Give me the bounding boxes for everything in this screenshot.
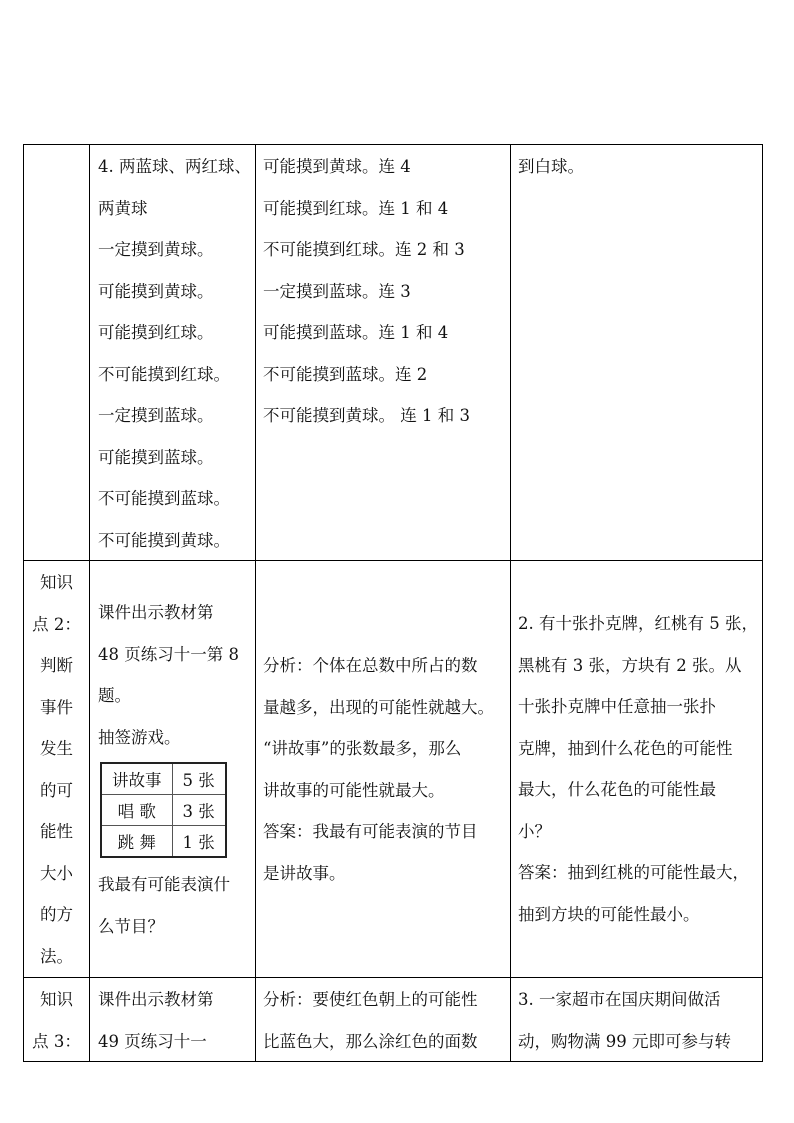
text-line: 可能摸到红球。连 1 和 4: [263, 198, 449, 218]
text-line: 能性: [40, 822, 73, 841]
text-line: 法。: [40, 946, 73, 966]
row2-col4-cell: [518, 603, 761, 935]
text-line: 一定摸到蓝球。: [98, 406, 214, 425]
text-line: 可能摸到红球。: [98, 323, 214, 342]
row3-col4-cell: [518, 979, 761, 1062]
row3-col3-cell: [263, 979, 509, 1062]
text-line: 可能摸到蓝球。连 1 和 4: [263, 323, 449, 342]
text-line: 的方: [40, 905, 73, 924]
text-line: 大小: [40, 863, 73, 883]
text-line: 我最有可能表演什: [98, 875, 230, 894]
row2-col3-cell: [263, 645, 513, 894]
row2-col2-cell: [98, 592, 254, 947]
text-line: 点 3：: [32, 1031, 81, 1051]
text-line: 不可能摸到黄球。 连 1 和 3: [263, 406, 470, 425]
text-line: 是讲故事。: [263, 863, 346, 883]
text-line: 到白球。: [518, 157, 584, 176]
text-line: 不可能摸到红球。连 2 和 3: [263, 240, 465, 259]
row3-col2-cell: [98, 979, 254, 1062]
text-line: 分析：要使红色朝上的可能性: [263, 990, 478, 1009]
table-row: [101, 763, 226, 795]
text-line: 可能摸到蓝球。: [98, 447, 214, 467]
text-line: 49 页练习十一: [98, 1031, 207, 1051]
lottery-table: [100, 762, 227, 858]
text-line: 不可能摸到红球。: [98, 364, 230, 384]
text-line: 十张扑克牌中任意抽一张扑: [518, 697, 716, 716]
text-line: 么节目？: [98, 916, 164, 936]
text-line: 抽到方块的可能性最小。: [518, 904, 700, 924]
table-row: [101, 795, 226, 826]
text-line: 知识: [40, 573, 73, 592]
program-name: 唱 歌: [101, 795, 172, 826]
text-line: 题。: [98, 686, 131, 705]
program-name: 跳 舞: [101, 826, 172, 858]
program-name: 讲故事: [101, 763, 172, 795]
ticket-count: 3 张: [172, 795, 226, 826]
text-line: 不可能摸到蓝球。连 2: [263, 364, 428, 384]
text-line: 讲故事的可能性就最大。: [263, 780, 445, 800]
column-divider-3: [510, 144, 511, 1062]
row3-col1-cell: [24, 979, 89, 1062]
text-line: 一定摸到蓝球。连 3: [263, 281, 411, 301]
row-divider-2: [23, 977, 763, 978]
text-line: 的可: [40, 780, 73, 800]
text-line: 抽签游戏。: [98, 727, 181, 747]
text-line: 可能摸到黄球。连 4: [263, 157, 411, 176]
text-line: 事件: [40, 697, 73, 717]
text-line: 4. 两蓝球、两红球、: [98, 157, 251, 176]
text-line: 可能摸到黄球。: [98, 281, 214, 301]
text-line: 课件出示教材第: [98, 603, 214, 622]
text-line: 课件出示教材第: [98, 990, 214, 1009]
row1-col3-cell: [263, 146, 509, 437]
row1-col4-cell: [518, 146, 761, 188]
text-line: 2. 有十张扑克牌，红桃有 5 张，: [518, 614, 758, 633]
text-line: 两黄球: [98, 198, 148, 218]
text-line: 比蓝色大，那么涂红色的面数: [263, 1031, 478, 1051]
text-line: 点 2：: [32, 614, 81, 634]
text-line: 小？: [518, 821, 551, 841]
text-line: “讲故事”的张数最多，那么: [263, 739, 462, 758]
table-row: [101, 826, 226, 858]
text-line: 黑桃有 3 张，方块有 2 张。从: [518, 655, 742, 675]
text-line: 克牌，抽到什么花色的可能性: [518, 738, 733, 758]
table-border-top: [23, 144, 763, 145]
text-line: 不可能摸到蓝球。: [98, 489, 230, 508]
text-line: 48 页练习十一第 8: [98, 644, 239, 664]
text-line: 答案：我最有可能表演的节目: [263, 822, 478, 841]
column-divider-1: [89, 144, 90, 1062]
row1-col2-cell: [98, 146, 254, 561]
text-line: 分析：个体在总数中所占的数: [263, 656, 478, 675]
ticket-count: 5 张: [172, 763, 226, 795]
text-line: 一定摸到黄球。: [98, 240, 214, 259]
text-line: 判断: [40, 656, 73, 675]
text-line: 发生: [40, 739, 73, 758]
text-line: 不可能摸到黄球。: [98, 530, 230, 550]
text-line: 动，购物满 99 元即可参与转: [518, 1031, 731, 1051]
text-line: 答案：抽到红桃的可能性最大，: [518, 863, 749, 882]
text-line: 3. 一家超市在国庆期间做活: [518, 990, 721, 1009]
text-line: 最大，什么花色的可能性最: [518, 780, 716, 799]
text-line: 知识: [40, 990, 73, 1009]
ticket-count: 1 张: [172, 826, 226, 858]
text-line: 量越多，出现的可能性就越大。: [263, 697, 494, 717]
row2-col1-cell: [24, 562, 89, 977]
column-divider-2: [255, 144, 256, 1062]
table-border-right: [762, 144, 763, 1062]
